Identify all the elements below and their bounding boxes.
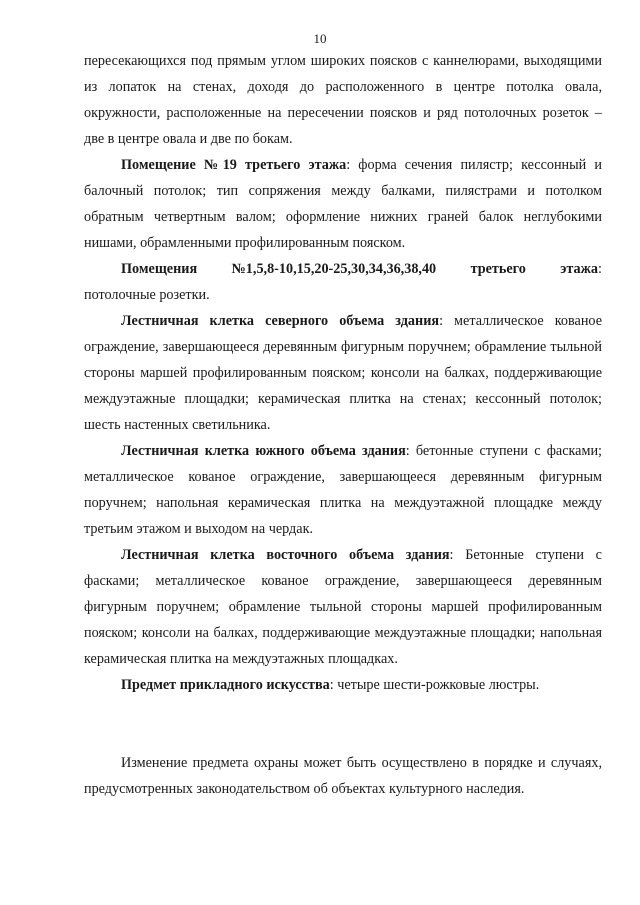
paragraph-lead: Лестничная клетка южного объема здания [121, 443, 406, 459]
paragraph-closing-note [84, 750, 602, 802]
paragraph-text: потолочные розетки. [84, 287, 210, 303]
paragraph-north-staircase [84, 308, 602, 438]
paragraph-applied-art [84, 672, 602, 698]
paragraph-lead: Предмет прикладного искусства [121, 677, 330, 693]
paragraph-text: : Бетонные ступени с фасками; металлическое кованое ограждение, завершающееся деревянным фигурным поручнем; обрамление тыльной стороны маршей профилированным пояском; консоли на балках, поддерживающие междуэтажные площадки; напольная керамическая плитка на междуэтажных площадках. [84, 547, 602, 667]
rooms-list-colon: : [598, 261, 602, 277]
paragraph-lead: Помещение №19 третьего этажа [121, 157, 347, 173]
rooms-list-word-3: третьего [470, 261, 526, 277]
page-number: 10 [313, 31, 327, 46]
rooms-list-heading [84, 256, 602, 282]
paragraph-text: Изменение предмета охраны может быть осуществлено в порядке и случаях, предусмотренных законодательством об объектах культурного наследия. [84, 755, 602, 797]
paragraph-continuation [84, 48, 602, 152]
rooms-list-word-4-text: этажа [560, 261, 599, 277]
paragraph-room-19 [84, 152, 602, 256]
document-body [84, 48, 602, 802]
rooms-list-word-1: Помещения [121, 261, 198, 277]
paragraph-rooms-list [84, 256, 602, 308]
paragraph-east-staircase [84, 542, 602, 672]
paragraph-text: : четыре шести-рожковые люстры. [329, 677, 540, 693]
paragraph-lead: Лестничная клетка северного объема здания [121, 313, 440, 329]
paragraph-lead: Лестничная клетка восточного объема здания [121, 547, 450, 563]
paragraph-south-staircase [84, 438, 602, 542]
paragraph-text: : бетонные ступени с фасками; металлическое кованое ограждение, завершающееся деревянным фигурным поручнем; напольная керамическая плитка на междуэтажной площадке между третьим этажом и выходом на чердак. [84, 443, 602, 537]
rooms-list-numbers: №1,5,8-10,15,20-25,30,34,36,38,40 [231, 261, 437, 277]
paragraph-text: пересекающихся под прямым углом широких поясков с каннелюрами, выходящими из лопаток на стенах, доходя до расположенного в центре потолка овала, окружности, расположенные на пересечении поясков и ряд потолочных розеток – две в центре овала и две по бокам. [84, 53, 602, 147]
paragraph-text: : форма сечения пилястр; кессонный и балочный потолок; тип сопряжения между балками, пилястрами и потолком обратным четвертным валом; оформление нижних граней балок неглубокими нишами, обрамленными профилированным пояском. [84, 157, 602, 251]
rooms-list-word-4 [560, 256, 602, 282]
paragraph-text: : металлическое кованое ограждение, завершающееся деревянным фигурным поручнем; обрамление тыльной стороны маршей профилированным пояском; консоли на балках, поддерживающие междуэтажные площадки; керамическая плитка на стенах; кессонный потолок; шесть настенных светильника. [84, 313, 602, 433]
